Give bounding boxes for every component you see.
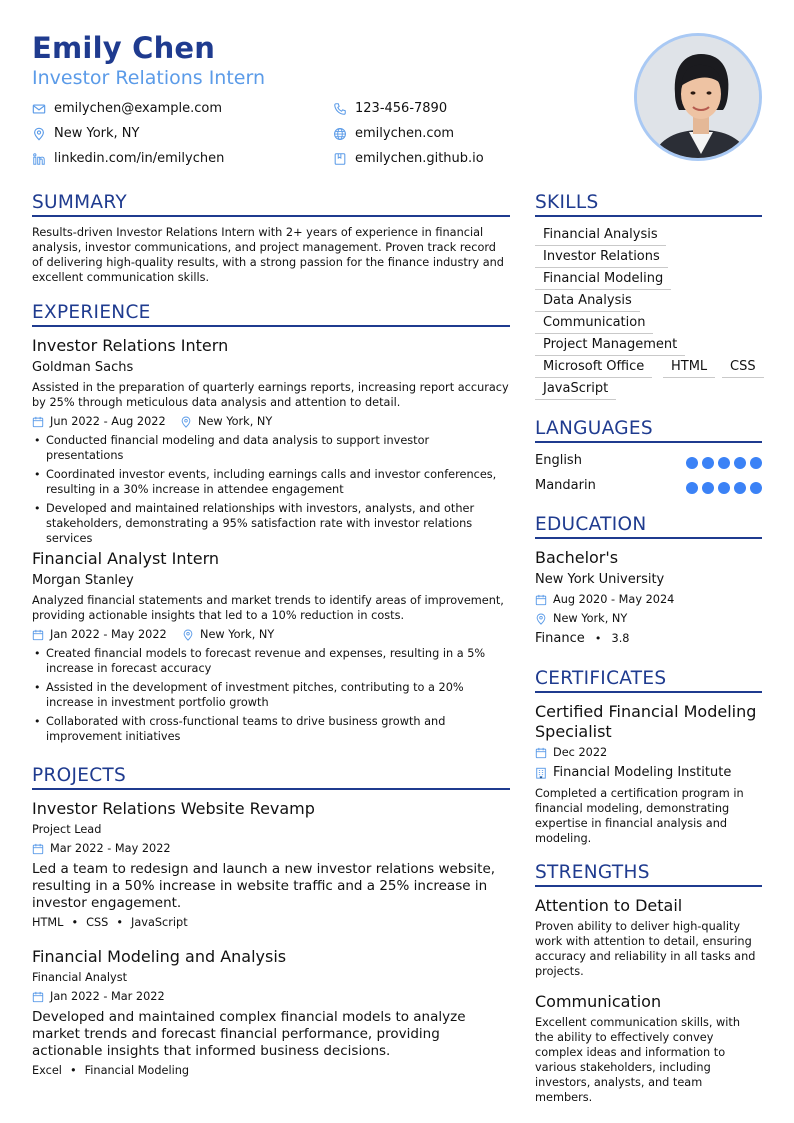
calendar-icon [32, 629, 44, 641]
job-location [180, 415, 272, 428]
languages-heading: LANGUAGES [535, 418, 762, 443]
phone-icon [333, 102, 347, 116]
building-icon [535, 767, 547, 779]
job-description: Analyzed financial statements and market trends to identify areas of improvement, providing actionable insights that led to a 10% reduction in costs. [32, 594, 504, 622]
skill-tag: Communication [535, 315, 653, 334]
contact-email[interactable] [32, 101, 222, 116]
candidate-name: Emily Chen [32, 31, 216, 65]
rating-dot [718, 482, 730, 494]
job-company: Morgan Stanley [32, 573, 134, 588]
tag: HTML [32, 916, 64, 929]
dates-text: Aug 2020 - May 2024 [553, 593, 675, 606]
globe-icon [333, 127, 347, 141]
skill-tag: Investor Relations [535, 249, 668, 268]
strength-title: Attention to Detail [535, 896, 683, 915]
location-text: New York, NY [54, 126, 140, 141]
location-pin-icon [182, 629, 194, 641]
skill-tag: CSS [722, 359, 764, 378]
education-heading: EDUCATION [535, 514, 762, 539]
skill-tag: Project Management [535, 337, 685, 356]
summary-text: Results-driven Investor Relations Intern with 2+ years of experience in financial analysis, investor communications, and project management. Proven track record of delivering high-quality results, with a strong passion for the finance industry and excellent communication skills. [32, 226, 504, 284]
strengths-heading: STRENGTHS [535, 862, 762, 887]
certificates-heading: CERTIFICATES [535, 668, 762, 693]
date-text: Dec 2022 [553, 746, 608, 759]
job-dates [32, 415, 166, 428]
dates-text: Jan 2022 - Mar 2022 [50, 990, 165, 1003]
skill-tag: Financial Modeling [535, 271, 671, 290]
issuer-text: Financial Modeling Institute [553, 765, 732, 780]
website-text: emilychen.com [355, 126, 455, 141]
location-text: New York, NY [198, 415, 273, 428]
skill-tag: JavaScript [535, 381, 616, 400]
dates-text: Jun 2022 - Aug 2022 [50, 415, 166, 428]
list-item: • Developed and maintained relationships with investors, analysts, and other stakeholders, demonstrating a 95% satisfaction rate with investor relations services [32, 501, 510, 546]
language-name: Mandarin [535, 478, 596, 493]
gpa: 3.8 [611, 632, 630, 645]
linkedin-icon [32, 152, 46, 166]
job-description: Assisted in the preparation of quarterly earnings reports, increasing report accuracy by 25% through meticulous data analysis and attention to detail. [32, 381, 509, 409]
job-company: Goldman Sachs [32, 360, 134, 375]
tag: Financial Modeling [84, 1064, 190, 1077]
rating-dot [734, 457, 746, 469]
candidate-title: Investor Relations Intern [32, 67, 266, 89]
email-text: emilychen@example.com [54, 101, 223, 116]
skills-heading: SKILLS [535, 192, 762, 217]
job-bullets [32, 646, 510, 748]
job-bullets [32, 433, 510, 550]
list-item: • Collaborated with cross-functional teams to drive business growth and improvement initiatives [32, 714, 510, 744]
contact-location [32, 126, 139, 141]
project-tags: HTML • CSS • JavaScript [32, 916, 188, 929]
project-dates [32, 990, 165, 1003]
field-gpa: Finance • 3.8 [535, 631, 630, 646]
github-text: emilychen.github.io [355, 151, 484, 166]
experience-heading: EXPERIENCE [32, 302, 510, 327]
calendar-icon [535, 594, 547, 606]
contact-phone[interactable] [333, 101, 447, 116]
linkedin-text: linkedin.com/in/emilychen [54, 151, 225, 166]
language-rating [686, 482, 762, 494]
field: Finance [535, 631, 585, 646]
project-tags: Excel • Financial Modeling [32, 1064, 190, 1077]
project-role: Project Lead [32, 823, 102, 836]
list-item: • Conducted financial modeling and data analysis to support investor presentations [32, 433, 510, 463]
degree: Bachelor's [535, 548, 619, 567]
contact-github[interactable] [333, 151, 484, 166]
location-text: New York, NY [200, 628, 275, 641]
certificate-description: Completed a certification program in financial modeling, demonstrating expertise in financial analysis and modeling. [535, 787, 744, 845]
contact-website[interactable] [333, 126, 454, 141]
rating-dot [686, 482, 698, 494]
dates-text: Mar 2022 - May 2022 [50, 842, 171, 855]
location-pin-icon [180, 416, 192, 428]
strength-description: Proven ability to deliver high-quality work with attention to detail, ensuring accuracy and reliability in all tasks and projects. [535, 920, 756, 978]
skill-tag: Microsoft Office [535, 359, 652, 378]
certificate-title: Certified Financial Modeling Specialist [535, 702, 757, 741]
project-title: Investor Relations Website Revamp [32, 799, 315, 818]
list-item: • Coordinated investor events, including earnings calls and investor conferences, resulting in a 30% increase in attendee engagement [32, 467, 510, 497]
rating-dot [750, 482, 762, 494]
project-description: Developed and maintained complex financial models to analyze market trends and forecast financial performance, providing actionable insights that informed business decisions. [32, 1009, 466, 1059]
calendar-icon [32, 843, 44, 855]
project-description: Led a team to redesign and launch a new investor relations website, resulting in a 50% increase in website traffic and a 25% increase in investor engagement. [32, 861, 496, 911]
skill-tag: Financial Analysis [535, 227, 666, 246]
job-location [182, 628, 274, 641]
skill-tag: HTML [663, 359, 715, 378]
certificate-date [535, 746, 607, 759]
certificate-issuer [535, 765, 731, 780]
education-dates [535, 593, 674, 606]
language-name: English [535, 453, 582, 468]
location-pin-icon [32, 127, 46, 141]
language-rating [686, 457, 762, 469]
school: New York University [535, 572, 665, 587]
dates-text: Jan 2022 - May 2022 [50, 628, 167, 641]
location-pin-icon [535, 613, 547, 625]
calendar-icon [32, 991, 44, 1003]
summary-heading: SUMMARY [32, 192, 510, 217]
rating-dot [718, 457, 730, 469]
project-title: Financial Modeling and Analysis [32, 947, 287, 966]
education-location [535, 612, 627, 625]
tag: CSS [86, 916, 109, 929]
bookmark-page-icon [333, 152, 347, 166]
job-dates [32, 628, 167, 641]
job-title: Financial Analyst Intern [32, 549, 220, 568]
skill-tag: Data Analysis [535, 293, 640, 312]
projects-heading: PROJECTS [32, 765, 510, 790]
avatar-portrait-icon [637, 36, 762, 161]
rating-dot [702, 457, 714, 469]
location-text: New York, NY [553, 612, 628, 625]
rating-dot [750, 457, 762, 469]
rating-dot [734, 482, 746, 494]
project-dates [32, 842, 171, 855]
strength-title: Communication [535, 992, 662, 1011]
rating-dot [686, 457, 698, 469]
calendar-icon [535, 747, 547, 759]
phone-text: 123-456-7890 [355, 101, 448, 116]
contact-linkedin[interactable] [32, 151, 224, 166]
tag: JavaScript [131, 916, 188, 929]
profile-photo [634, 33, 762, 161]
calendar-icon [32, 416, 44, 428]
email-icon [32, 102, 46, 116]
list-item: • Created financial models to forecast revenue and expenses, resulting in a 5% increase in forecast accuracy [32, 646, 510, 676]
strength-description: Excellent communication skills, with the ability to effectively convey complex ideas and information to various stakeholders, including investors, analysts, and team members. [535, 1016, 741, 1104]
tag: Excel [32, 1064, 62, 1077]
job-title: Investor Relations Intern [32, 336, 229, 355]
list-item: • Assisted in the development of investment pitches, contributing to a 20% increase in investment portfolio growth [32, 680, 510, 710]
project-role: Financial Analyst [32, 971, 128, 984]
rating-dot [702, 482, 714, 494]
